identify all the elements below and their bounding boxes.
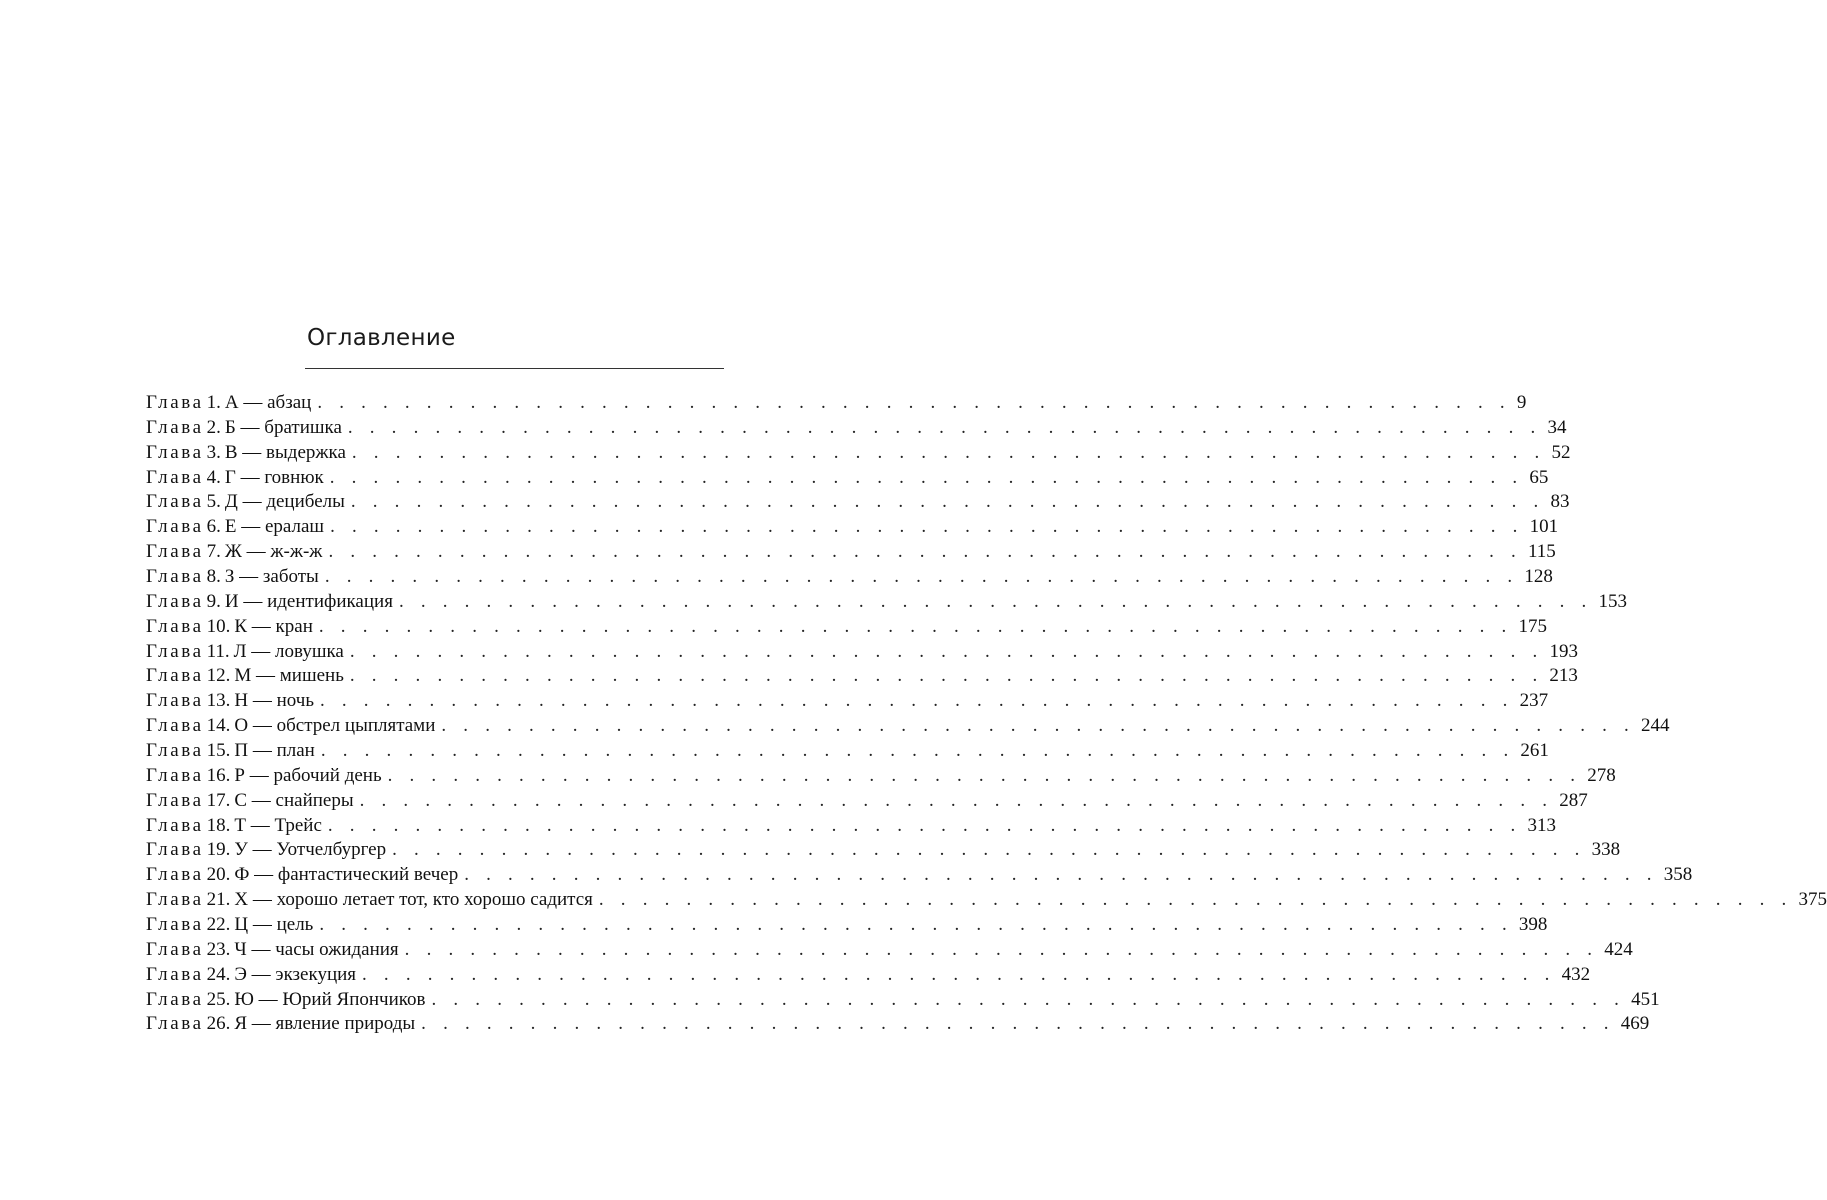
- chapter-number: 21.: [206, 889, 231, 911]
- chapter-word: Глава: [146, 839, 204, 861]
- page-number: 65: [1529, 466, 1549, 488]
- chapter-word: Глава: [146, 988, 204, 1010]
- chapter-word: Глава: [146, 541, 204, 563]
- toc-entry-label: [146, 814, 322, 839]
- chapter-word: Глава: [146, 889, 204, 911]
- page-number: 83: [1550, 491, 1570, 513]
- toc-entry[interactable]: [146, 764, 1616, 789]
- chapter-word: Глава: [146, 466, 204, 488]
- chapter-number: 6.: [206, 516, 221, 538]
- dot-leader: . . . . . . . . . . . . . . . . . . . . . . . . . . . . . . . . . . . . . . . . . . . . . . . . . . . . . . .: [330, 516, 1524, 538]
- chapter-number: 2.: [206, 416, 221, 438]
- toc-entry-label: [146, 664, 344, 689]
- chapter-title: Э — экзекуция: [234, 963, 357, 985]
- chapter-title: Т — Трейс: [234, 814, 322, 836]
- toc-entry-label: [146, 490, 345, 515]
- chapter-title: Р — рабочий день: [234, 764, 382, 786]
- dot-leader: . . . . . . . . . . . . . . . . . . . . . . . . . . . . . . . . . . . . . . . . . . . . . . . . . . . . . . .: [387, 764, 1582, 786]
- dot-leader: . . . . . . . . . . . . . . . . . . . . . . . . . . . . . . . . . . . . . . . . . . . . . . . . . . . . . . .: [349, 640, 1544, 662]
- heading-rule: [305, 368, 724, 369]
- chapter-title: И — идентификация: [224, 590, 393, 612]
- page-number: 375: [1798, 889, 1827, 911]
- dot-leader: . . . . . . . . . . . . . . . . . . . . . . . . . . . . . . . . . . . . . . . . . . . . . . . . . . . . . . .: [349, 665, 1544, 687]
- toc-entry[interactable]: [146, 565, 1553, 590]
- page-number: 469: [1620, 1013, 1650, 1035]
- chapter-word: Глава: [146, 764, 204, 786]
- dot-leader: . . . . . . . . . . . . . . . . . . . . . . . . . . . . . . . . . . . . . . . . . . . . . . . . . . . . . . .: [320, 690, 1514, 712]
- chapter-word: Глава: [146, 690, 204, 712]
- chapter-title: Д — децибелы: [224, 491, 345, 513]
- chapter-title: У — Уотчелбургер: [234, 839, 387, 861]
- toc-entry-label: [146, 764, 382, 789]
- dot-leader: . . . . . . . . . . . . . . . . . . . . . . . . . . . . . . . . . . . . . . . . . . . . . . . . . . . . . . .: [319, 914, 1513, 936]
- dot-leader: . . . . . . . . . . . . . . . . . . . . . . . . . . . . . . . . . . . . . . . . . . . . . . . . . . . . . . .: [347, 416, 1542, 438]
- chapter-number: 1.: [206, 392, 221, 413]
- chapter-title: Я — явление природы: [234, 1013, 416, 1035]
- chapter-title: Ц — цель: [234, 914, 314, 936]
- chapter-title: О — обстрел цыплятами: [234, 715, 436, 737]
- chapter-number: 16.: [206, 764, 231, 786]
- chapter-number: 18.: [206, 814, 231, 836]
- chapter-word: Глава: [146, 665, 204, 687]
- toc-entry-label: [146, 441, 346, 466]
- chapter-number: 8.: [206, 566, 221, 588]
- page-number: 193: [1549, 640, 1578, 662]
- toc-entry-label: [146, 590, 393, 615]
- dot-leader: . . . . . . . . . . . . . . . . . . . . . . . . . . . . . . . . . . . . . . . . . . . . . . . . . . . . . . .: [350, 491, 1545, 513]
- page-number: 101: [1529, 516, 1559, 538]
- page-number: 398: [1518, 914, 1548, 936]
- page-number: 278: [1587, 764, 1616, 786]
- toc-list: [146, 391, 1827, 1037]
- toc-entry[interactable]: [146, 888, 1827, 913]
- chapter-title: Е — ералаш: [224, 516, 325, 538]
- dot-leader: . . . . . . . . . . . . . . . . . . . . . . . . . . . . . . . . . . . . . . . . . . . . . . . . . . . . . . .: [320, 740, 1515, 762]
- toc-entry-label: [146, 714, 435, 739]
- chapter-number: 3.: [206, 441, 221, 463]
- dot-leader: . . . . . . . . . . . . . . . . . . . . . . . . . . . . . . . . . . . . . . . . . . . . . . . . . . . . . . .: [328, 541, 1522, 563]
- dot-leader: . . . . . . . . . . . . . . . . . . . . . . . . . . . . . . . . . . . . . . . . . . . . . . . . . . . . . . .: [318, 615, 1513, 637]
- dot-leader: . . . . . . . . . . . . . . . . . . . . . . . . . . . . . . . . . . . . . . . . . . . . . . . . . . . . . . .: [464, 864, 1658, 886]
- toc-entry-label: [146, 863, 458, 888]
- toc-entry-label: [146, 565, 319, 590]
- page-number: 432: [1561, 963, 1591, 985]
- page-number: 424: [1604, 938, 1633, 960]
- chapter-title: Б — братишка: [224, 416, 342, 438]
- toc-entry[interactable]: [146, 789, 1588, 814]
- chapter-title: Ф — фантастический вечер: [234, 864, 459, 886]
- chapter-word: Глава: [146, 516, 204, 538]
- chapter-word: Глава: [146, 441, 204, 463]
- toc-entry[interactable]: [146, 814, 1556, 839]
- dot-leader: . . . . . . . . . . . . . . . . . . . . . . . . . . . . . . . . . . . . . . . . . . . . . . . . . . . . . . .: [351, 441, 1546, 463]
- page-number: 451: [1631, 988, 1660, 1010]
- toc-entry[interactable]: [146, 739, 1549, 764]
- toc-entry-label: [146, 789, 354, 814]
- chapter-word: Глава: [146, 789, 204, 811]
- toc-entry-label: [146, 938, 399, 963]
- chapter-title: Л — ловушка: [233, 640, 344, 662]
- toc-entry[interactable]: [146, 416, 1567, 441]
- chapter-word: Глава: [146, 640, 204, 662]
- chapter-title: М — мишень: [234, 665, 344, 687]
- chapter-number: 26.: [206, 1013, 231, 1035]
- toc-entry-label: [146, 963, 356, 988]
- chapter-title: Ж — ж-ж-ж: [224, 541, 323, 563]
- dot-leader: . . . . . . . . . . . . . . . . . . . . . . . . . . . . . . . . . . . . . . . . . . . . . . . . . . . . . . .: [329, 466, 1524, 488]
- page-number: 213: [1549, 665, 1578, 687]
- toc-entry[interactable]: [146, 640, 1578, 665]
- chapter-title: Н — ночь: [234, 690, 314, 712]
- chapter-number: 20.: [206, 864, 231, 886]
- dot-leader: . . . . . . . . . . . . . . . . . . . . . . . . . . . . . . . . . . . . . . . . . . . . . . . . . . . . . . .: [431, 988, 1626, 1010]
- chapter-number: 13.: [206, 690, 231, 712]
- page-number: 34: [1547, 416, 1567, 438]
- chapter-title: С — снайперы: [234, 789, 354, 811]
- chapter-word: Глава: [146, 491, 204, 513]
- chapter-title: Ю — Юрий Япончиков: [234, 988, 426, 1010]
- chapter-title: З — заботы: [224, 566, 319, 588]
- page-number: 358: [1663, 864, 1693, 886]
- dot-leader: . . . . . . . . . . . . . . . . . . . . . . . . . . . . . . . . . . . . . . . . . . . . . . . . . . . . . . .: [404, 938, 1599, 960]
- toc-entry[interactable]: [146, 391, 1527, 416]
- toc-entry-label: [146, 391, 311, 416]
- toc-entry[interactable]: [146, 515, 1559, 540]
- page-number: 128: [1524, 566, 1553, 588]
- toc-heading: Оглавление: [307, 325, 456, 351]
- page-number: 115: [1528, 541, 1556, 563]
- toc-entry[interactable]: [146, 938, 1633, 963]
- chapter-title: Ч — часы ожидания: [234, 938, 399, 960]
- dot-leader: . . . . . . . . . . . . . . . . . . . . . . . . . . . . . . . . . . . . . . . . . . . . . . . . . . . . . . .: [362, 963, 1556, 985]
- toc-entry[interactable]: [146, 490, 1570, 515]
- chapter-word: Глава: [146, 590, 204, 612]
- toc-entry[interactable]: [146, 988, 1660, 1013]
- chapter-word: Глава: [146, 416, 204, 438]
- page-number: 338: [1591, 839, 1621, 861]
- chapter-number: 5.: [206, 491, 221, 513]
- page-number: 175: [1518, 615, 1547, 637]
- chapter-number: 15.: [206, 740, 231, 762]
- toc-entry[interactable]: [146, 441, 1571, 466]
- chapter-word: Глава: [146, 963, 204, 985]
- chapter-number: 12.: [206, 665, 231, 687]
- toc-entry-label: [146, 515, 324, 540]
- dot-leader: . . . . . . . . . . . . . . . . . . . . . . . . . . . . . . . . . . . . . . . . . . . . . . . . . . . . . . .: [398, 590, 1593, 612]
- toc-entry[interactable]: [146, 615, 1547, 640]
- toc-entry[interactable]: [146, 466, 1549, 491]
- dot-leader: . . . . . . . . . . . . . . . . . . . . . . . . . . . . . . . . . . . . . . . . . . . . . . . . . . . . . . .: [359, 789, 1554, 811]
- toc-entry-label: [146, 416, 342, 441]
- toc-entry[interactable]: [146, 838, 1621, 863]
- toc-entry[interactable]: [146, 689, 1549, 714]
- chapter-number: 24.: [206, 963, 231, 985]
- chapter-title: П — план: [234, 740, 315, 762]
- toc-entry-label: [146, 615, 313, 640]
- chapter-word: Глава: [146, 566, 204, 588]
- chapter-word: Глава: [146, 938, 204, 960]
- chapter-title: В — выдержка: [224, 441, 346, 463]
- chapter-title: Г — говнюк: [224, 466, 324, 488]
- dot-leader: . . . . . . . . . . . . . . . . . . . . . . . . . . . . . . . . . . . . . . . . . . . . . . . . . . . . . . .: [392, 839, 1586, 861]
- page-number: 261: [1520, 740, 1549, 762]
- page-number: 153: [1598, 590, 1627, 612]
- toc-entry[interactable]: [146, 590, 1627, 615]
- chapter-number: 19.: [206, 839, 231, 861]
- chapter-number: 25.: [206, 988, 231, 1010]
- chapter-number: 14.: [206, 715, 231, 737]
- toc-entry[interactable]: [146, 664, 1578, 689]
- toc-entry-label: [146, 1012, 415, 1037]
- toc-entry[interactable]: [146, 540, 1556, 565]
- toc-entry-label: [146, 838, 386, 863]
- toc-entry-label: [146, 689, 314, 714]
- toc-entry[interactable]: [146, 913, 1548, 938]
- chapter-word: Глава: [146, 864, 204, 886]
- page-number: 9: [1516, 392, 1527, 413]
- page-number: 287: [1559, 789, 1588, 811]
- chapter-word: Глава: [146, 1013, 204, 1035]
- dot-leader: . . . . . . . . . . . . . . . . . . . . . . . . . . . . . . . . . . . . . . . . . . . . . . . . . . . . . . .: [421, 1013, 1615, 1035]
- page-number: 313: [1527, 814, 1556, 836]
- toc-entry[interactable]: [146, 963, 1591, 988]
- chapter-number: 17.: [206, 789, 231, 811]
- chapter-number: 4.: [206, 466, 221, 488]
- chapter-title: А — абзац: [224, 392, 312, 413]
- toc-entry[interactable]: [146, 863, 1693, 888]
- chapter-title: Х — хорошо летает тот, кто хорошо садится: [234, 889, 593, 911]
- chapter-word: Глава: [146, 914, 204, 936]
- chapter-word: Глава: [146, 392, 204, 413]
- chapter-number: 11.: [206, 640, 230, 662]
- toc-entry-label: [146, 988, 426, 1013]
- chapter-number: 9.: [206, 590, 221, 612]
- toc-entry-label: [146, 640, 344, 665]
- page-number: 52: [1551, 441, 1571, 463]
- page-number: 244: [1640, 715, 1670, 737]
- toc-entry-label: [146, 466, 324, 491]
- toc-entry[interactable]: [146, 1012, 1650, 1037]
- toc-entry-label: [146, 540, 322, 565]
- chapter-number: 10.: [206, 615, 231, 637]
- chapter-word: Глава: [146, 715, 204, 737]
- dot-leader: . . . . . . . . . . . . . . . . . . . . . . . . . . . . . . . . . . . . . . . . . . . . . . . . . . . . . . .: [327, 814, 1522, 836]
- toc-entry[interactable]: [146, 714, 1670, 739]
- chapter-word: Глава: [146, 740, 204, 762]
- chapter-number: 23.: [206, 938, 231, 960]
- toc-entry-label: [146, 739, 315, 764]
- dot-leader: . . . . . . . . . . . . . . . . . . . . . . . . . . . . . . . . . . . . . . . . . . . . . . . . . . . . . . .: [598, 889, 1793, 911]
- dot-leader: . . . . . . . . . . . . . . . . . . . . . . . . . . . . . . . . . . . . . . . . . . . . . . . . . . . . . . .: [441, 715, 1635, 737]
- chapter-word: Глава: [146, 814, 204, 836]
- toc-entry-label: [146, 913, 313, 938]
- chapter-word: Глава: [146, 615, 204, 637]
- toc-entry-label: [146, 888, 593, 913]
- page-number: 237: [1519, 690, 1549, 712]
- chapter-title: К — кран: [234, 615, 313, 637]
- chapter-number: 22.: [206, 914, 231, 936]
- dot-leader: . . . . . . . . . . . . . . . . . . . . . . . . . . . . . . . . . . . . . . . . . . . . . . . . . . . . . . .: [324, 566, 1519, 588]
- dot-leader: . . . . . . . . . . . . . . . . . . . . . . . . . . . . . . . . . . . . . . . . . . . . . . . . . . . . . . .: [317, 392, 1511, 413]
- chapter-number: 7.: [206, 541, 221, 563]
